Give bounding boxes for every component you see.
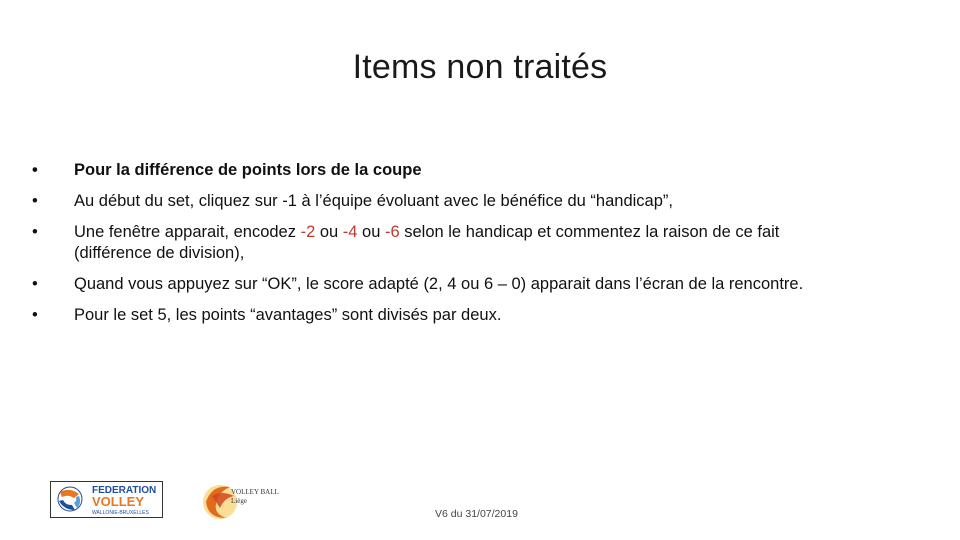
bullet-marker: • [32,223,38,241]
bullet-item [32,274,912,295]
bullet-list [32,160,912,336]
bullet-item [32,305,912,326]
bullet-text-part: ou [357,223,385,241]
logo-text: Liège [231,497,247,505]
bullet-text: Pour le set 5, les points “avantages” sont divisés par deux. [74,306,502,324]
bullet-item [32,160,912,181]
bullet-item [32,222,912,264]
bullet-marker: • [32,306,38,324]
logo-text: VOLLEY BALL [231,488,279,496]
bullet-text-part: selon le handicap et commentez la raison de ce fait [399,223,780,241]
bullet-marker: • [32,161,38,179]
logo-text: WALLONIE-BRUXELLES [92,510,149,516]
bullet-marker: • [32,192,38,210]
footer-version-date: V6 du 31/07/2019 [435,508,518,520]
federation-volley-logo [50,481,163,518]
logo-text: VOLLEY [92,494,145,509]
bullet-text-part: ou [315,223,343,241]
volleyball-icon [58,487,82,511]
bullet-text: Au début du set, cliquez sur -1 à l’équipe évoluant avec le bénéfice du “handicap”, [74,192,673,210]
volley-ball-liege-logo [198,478,308,524]
handicap-value: -4 [342,223,358,241]
logo-text: FEDERATION [92,485,157,496]
bullet-text: Pour la différence de points lors de la coupe [74,161,422,179]
bullet-item [32,191,912,212]
bullet-text: Quand vous appuyez sur “OK”, le score adapté (2, 4 ou 6 – 0) apparait dans l’écran de la rencontre. [74,275,804,293]
bullet-text-part: (différence de division), [74,244,245,262]
handicap-value: -2 [300,223,316,241]
bullet-text-part: Une fenêtre apparait, encodez [74,223,301,241]
slide-title: Items non traités [352,48,608,86]
bullet-marker: • [32,275,38,293]
handicap-value: -6 [384,223,400,241]
